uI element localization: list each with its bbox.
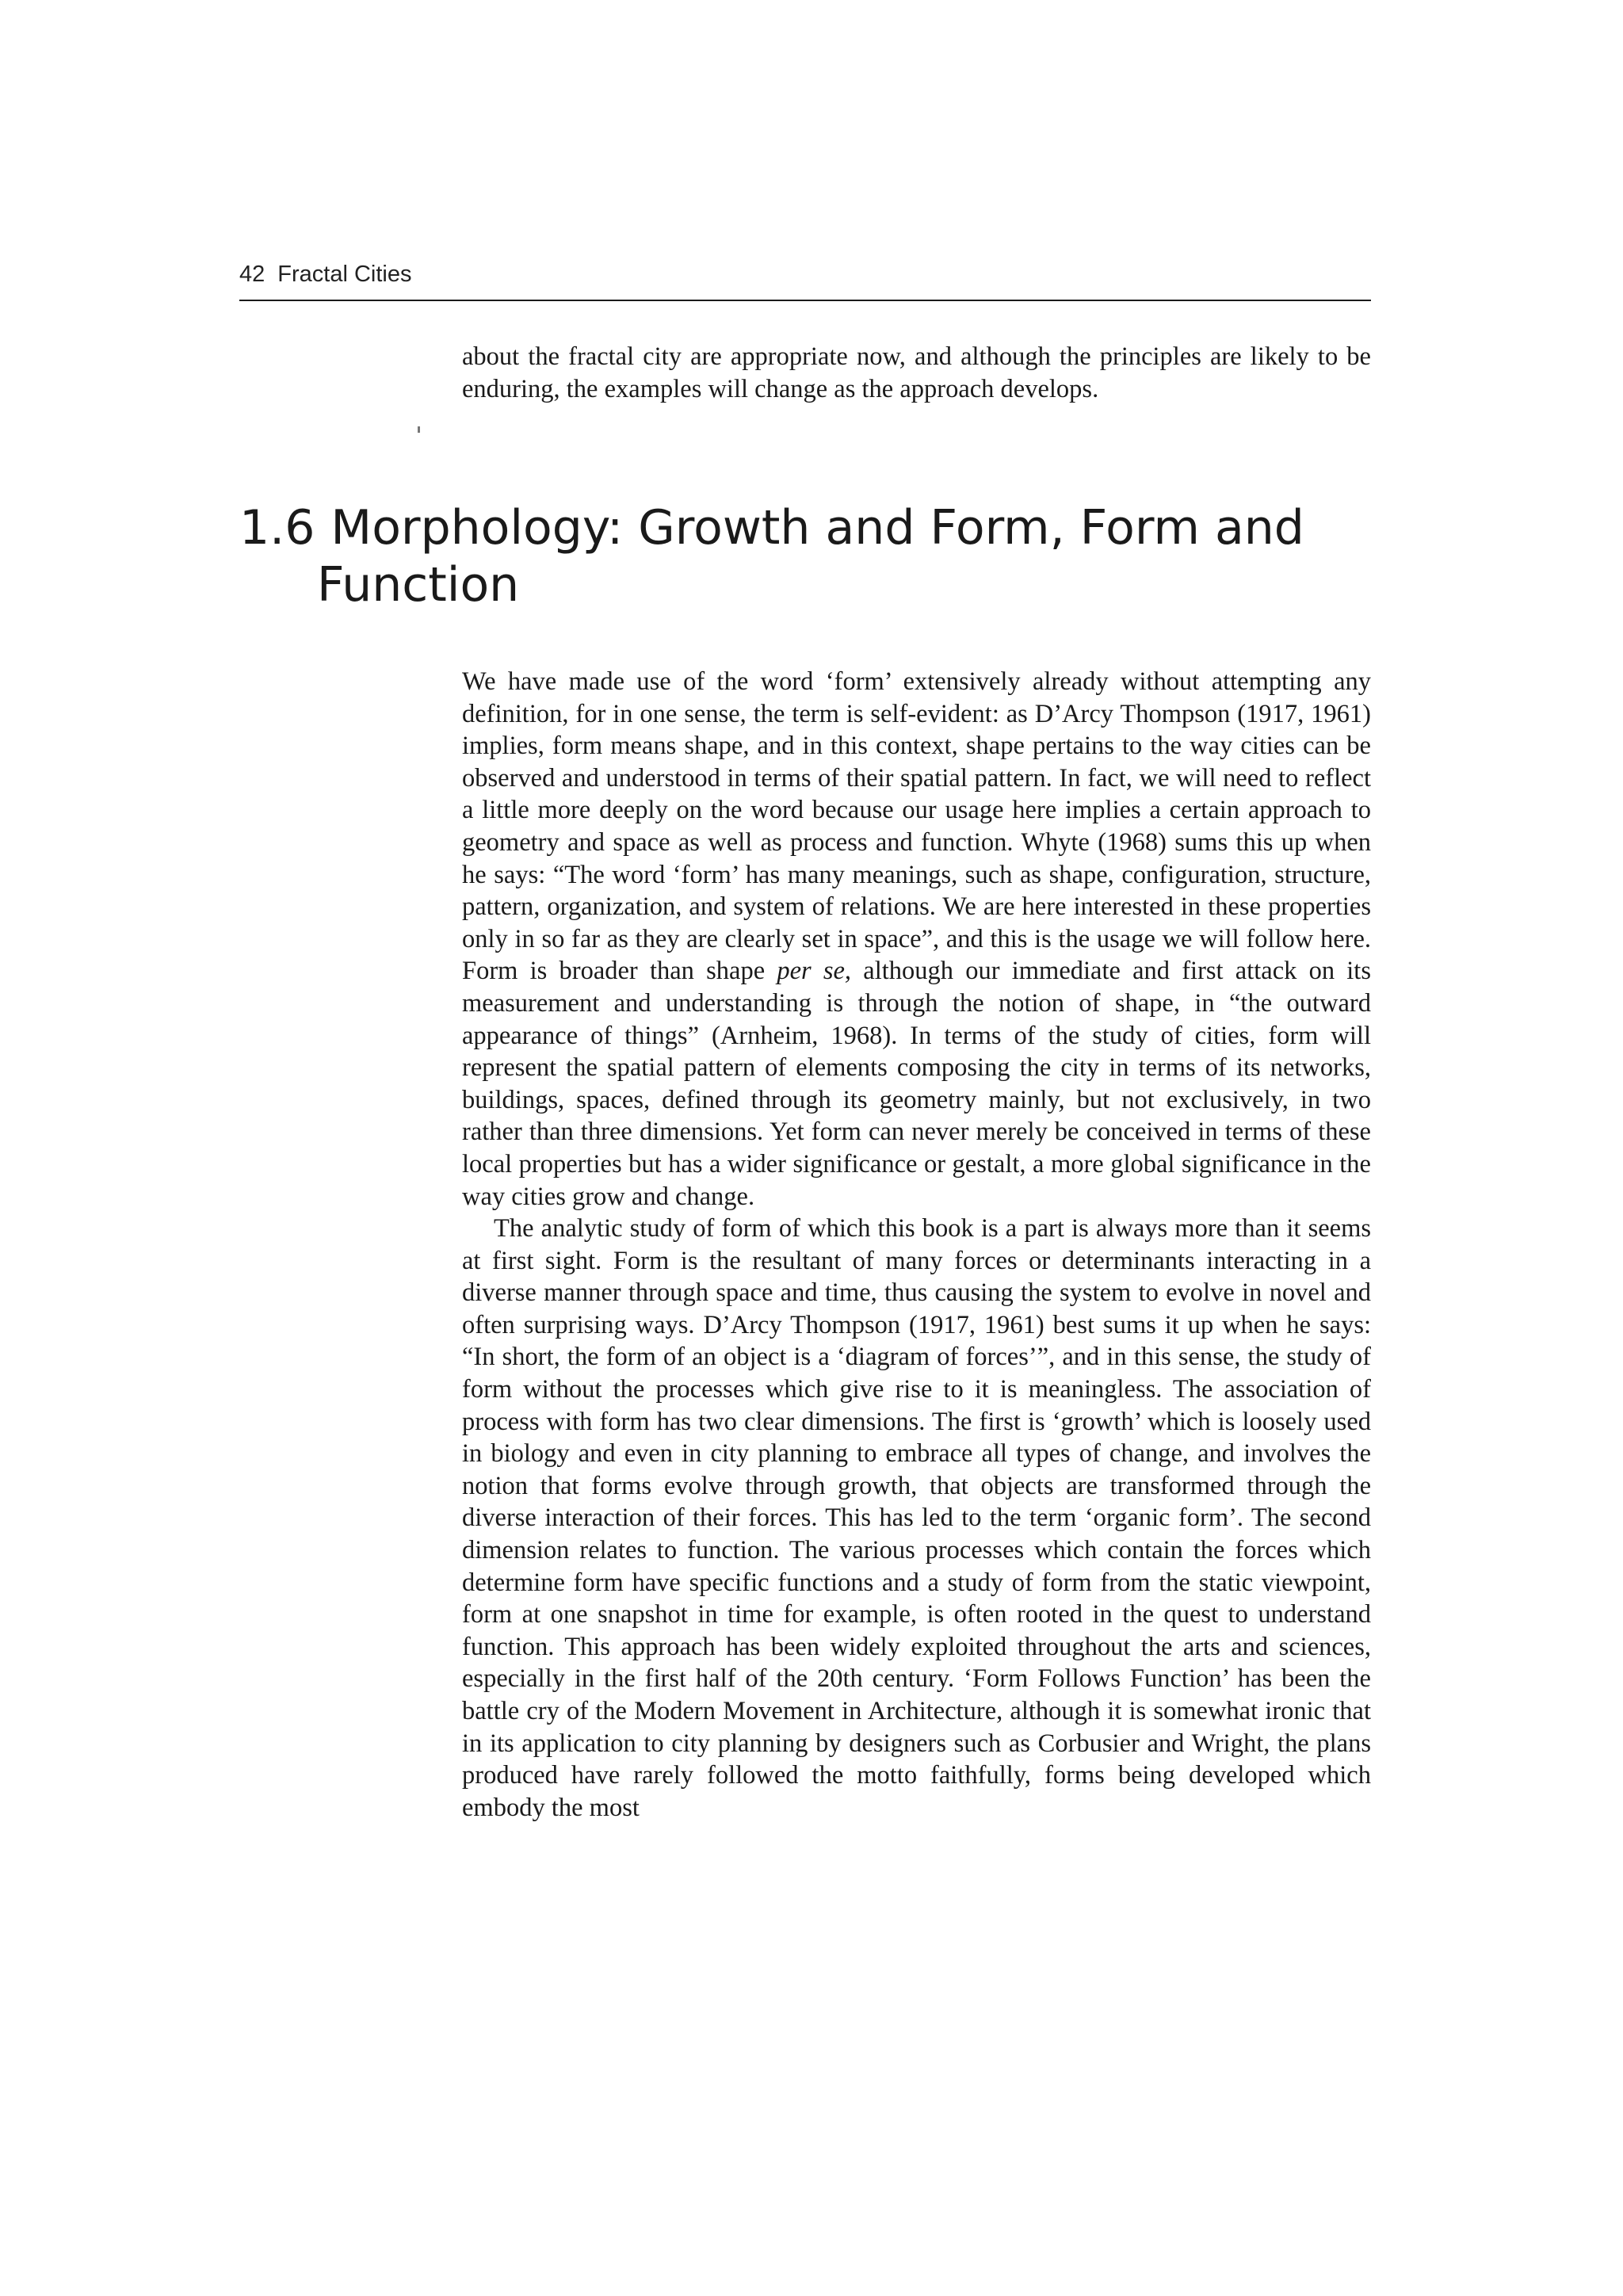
section-title-line2: Function [317, 557, 520, 613]
section-heading [239, 499, 1373, 613]
running-head [239, 262, 411, 288]
intro-paragraph-block [462, 341, 1371, 405]
stray-mark [418, 426, 420, 433]
book-title: Fractal Cities [277, 262, 412, 287]
intro-paragraph: about the fractal city are appropriate now, and although the principles are likely to be enduring, the examples will change as the approach develops. [462, 342, 1371, 403]
p1-part-b: although our immediate and first attack on its measurement and understanding is through the notion of shape, in “the outward appearance of things” (Arnheim, 1968). In terms of the study of cities, form will represent the spatial pattern of elements composing the city in terms of its networks, buildings, spaces, defined through its geometry mainly, but not exclusively, in two rather than three dimensions. Yet form can never merely be conceived in terms of these local properties but has a wider significance or gestalt, a more global significance in the way cities grow and change. [462, 957, 1371, 1211]
page-number: 42 [239, 262, 265, 287]
body-paragraph-1 [462, 666, 1371, 1213]
header-rule [239, 300, 1371, 301]
body-text [462, 666, 1371, 1824]
body-paragraph-2: The analytic study of form of which this book is a part is always more than it seems at first sight. Form is the resultant of many forces or determinants interacting in a diverse manner through space and time, thus causing the system to evolve in novel and often surprising ways. D’Arcy Thompson (1917, 1961) best sums it up when he says: “In short, the form of an object is a ‘diagram of forces’”, and in this sense, the study of form without the processes which give rise to it is meaningless. The association of process with form has two clear dimensions. The first is ‘growth’ which is loosely used in biology and even in city planning to embrace all types of change, and involves the notion that forms evolve through growth, that objects are transformed through the diverse interaction of their forces. This has led to the term ‘organic form’. The second dimension relates to function. The various processes which contain the forces which determine form have specific functions and a study of form from the static viewpoint, form at one snapshot in time for example, is often rooted in the quest to understand function. This approach has been widely exploited throughout the arts and sciences, especially in the first half of the 20th century. ‘Form Follows Function’ has been the battle cry of the Modern Movement in Architecture, although it is somewhat ironic that in its application to city planning by designers such as Corbusier and Wright, the plans produced have rarely followed the motto faithfully, forms being developed which embody the most [462, 1214, 1371, 1822]
p1-italic-term: per se, [777, 957, 852, 986]
section-title-line1: Morphology: Growth and Form, Form and [330, 500, 1304, 556]
p1-part-a: We have made use of the word ‘form’ extensively already without attempting any definition, for in one sense, the term is self-evident: as D’Arcy Thompson (1917, 1961) implies, form means shape, and in this context, shape pertains to the way cities can be observed and understood in terms of their spatial pattern. In fact, we will need to reflect a little more deeply on the word because our usage here implies a certain approach to geometry and space as well as process and function. Whyte (1968) sums this up when he says: “The word ‘form’ has many meanings, such as shape, configuration, structure, pattern, organization, and system of relations. We are here interested in these properties only in so far as they are clearly set in space”, and this is the usage we will follow here. Form is broader than shape [462, 667, 1371, 986]
section-number: 1.6 [239, 500, 315, 556]
